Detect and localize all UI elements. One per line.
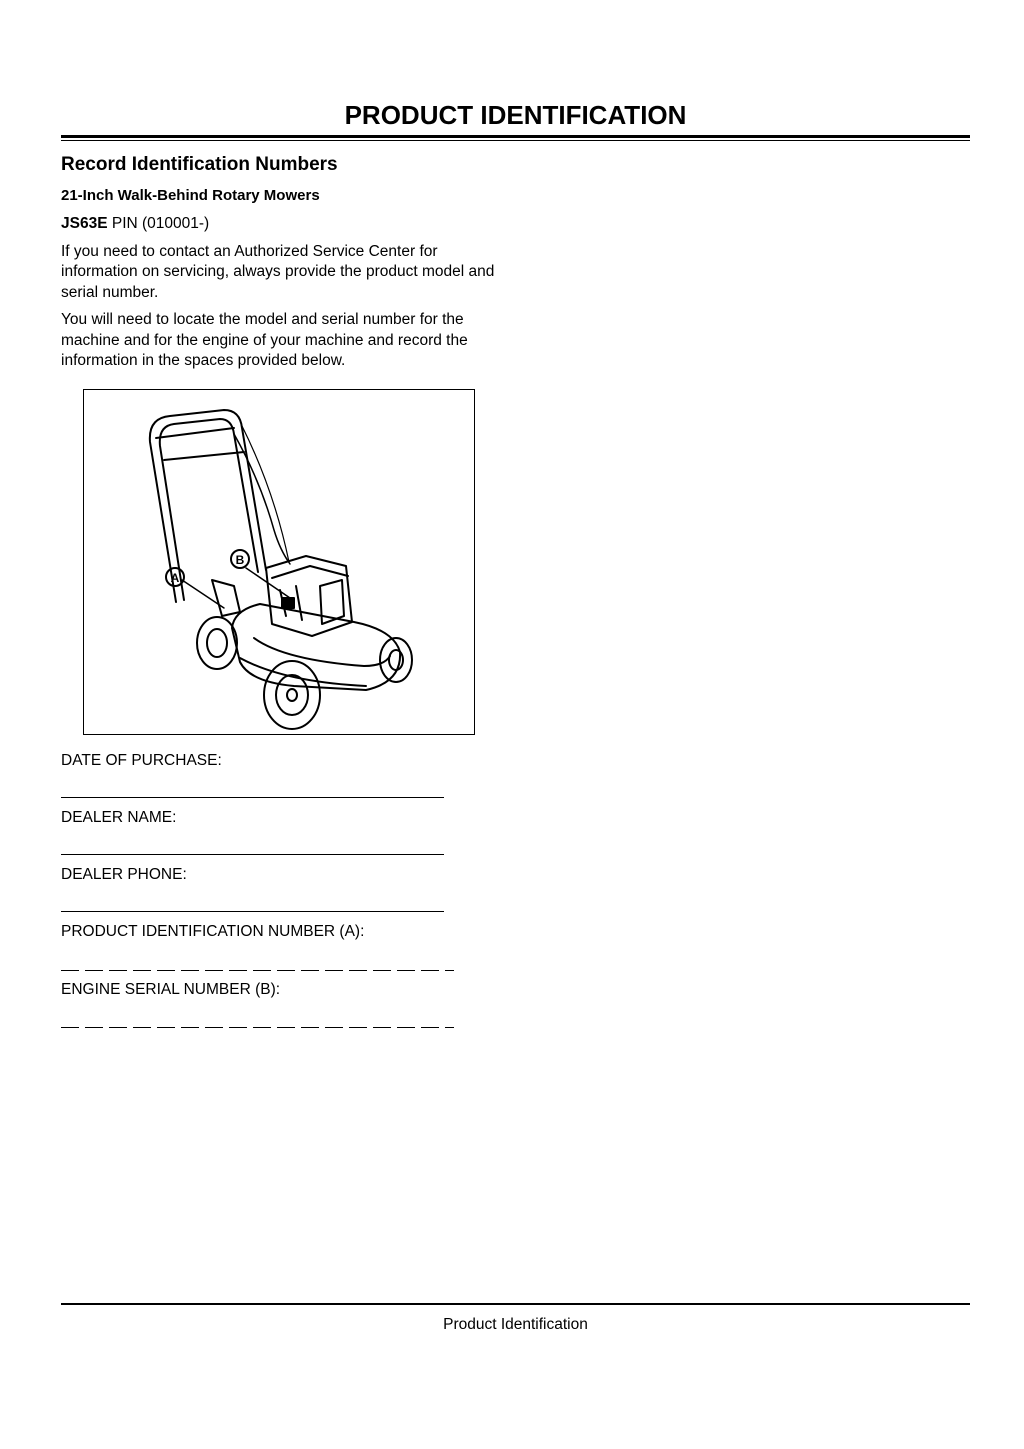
front-wheel xyxy=(264,661,320,729)
section-heading: Record Identification Numbers xyxy=(61,154,338,175)
footer-rule xyxy=(61,1303,970,1305)
line-dealer-name xyxy=(61,854,444,855)
callout-a: A xyxy=(170,571,180,585)
mower-illustration xyxy=(84,390,474,734)
mower-figure xyxy=(83,389,475,735)
paragraph-locate: You will need to locate the model and serial number for the machine and for the engine of your machine and record the information in the spaces provided below. xyxy=(61,311,468,369)
callout-b: B xyxy=(235,553,245,567)
rear-wheel xyxy=(197,617,237,669)
engine-block xyxy=(266,556,352,636)
line-date-of-purchase xyxy=(61,797,444,798)
header-rule-thin xyxy=(61,140,970,141)
label-date-of-purchase: DATE OF PURCHASE: xyxy=(61,752,222,769)
line-dealer-phone xyxy=(61,911,444,912)
label-engine-serial: ENGINE SERIAL NUMBER (B): xyxy=(61,981,281,998)
footer-title: Product Identification xyxy=(443,1316,588,1333)
section-subheading: 21-Inch Walk-Behind Rotary Mowers xyxy=(61,187,320,204)
dashes-engine-serial xyxy=(61,1027,454,1028)
label-pin: PRODUCT IDENTIFICATION NUMBER (A): xyxy=(61,923,365,940)
model-line xyxy=(61,214,511,235)
label-dealer-phone: DEALER PHONE: xyxy=(61,866,187,883)
model-number: JS63E xyxy=(61,215,108,232)
paragraph-service: If you need to contact an Authorized Service Center for information on servicing, always provide the product model and serial number. xyxy=(61,242,495,301)
page-title: PRODUCT IDENTIFICATION xyxy=(344,100,687,130)
label-dealer-name: DEALER NAME: xyxy=(61,809,177,826)
header-rule-thick xyxy=(61,135,970,138)
dashes-pin xyxy=(61,970,454,971)
pin-range: PIN (010001-) xyxy=(111,215,210,232)
handle-bar xyxy=(156,428,234,438)
content-column xyxy=(61,152,511,379)
handle-crossbar xyxy=(164,452,244,460)
